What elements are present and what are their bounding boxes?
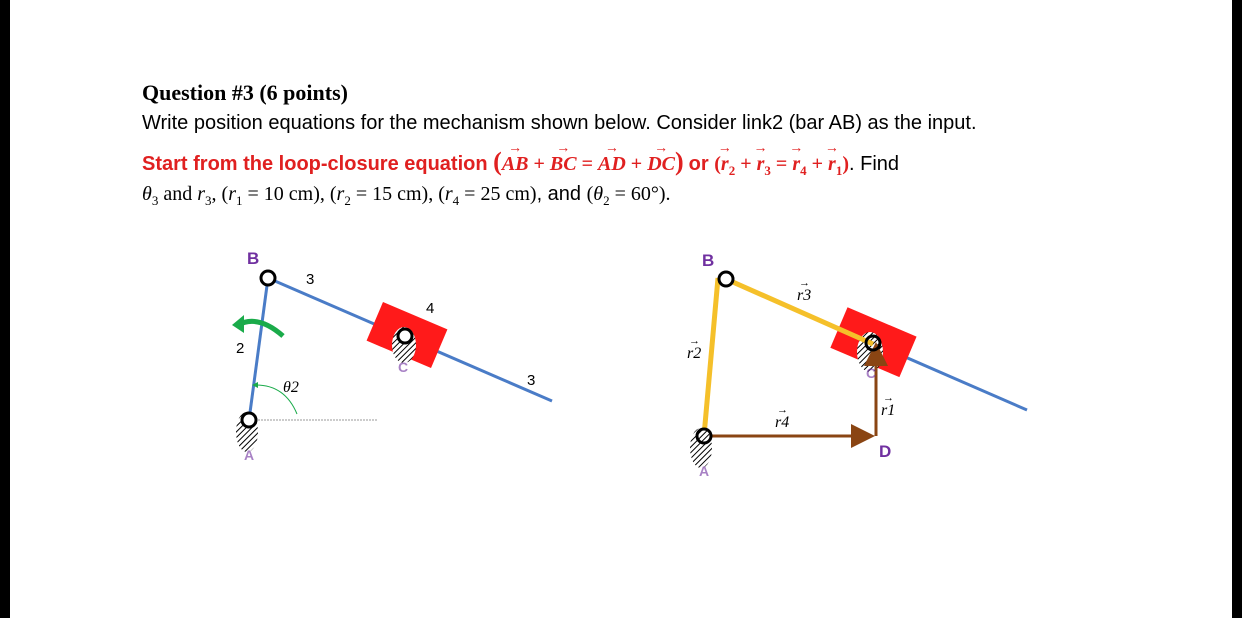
label-r1: r1 bbox=[881, 402, 896, 419]
theta2-value: 60° bbox=[630, 183, 659, 205]
label-link4: 4 bbox=[426, 300, 435, 317]
svg-text:→: → bbox=[799, 277, 810, 289]
label-c-right: C bbox=[866, 365, 877, 381]
label-r4-group bbox=[775, 404, 789, 431]
or-word: or bbox=[688, 153, 709, 175]
label-theta2: θ2 bbox=[283, 379, 299, 396]
pivot-b-left bbox=[261, 271, 275, 285]
r4-value: 25 cm bbox=[480, 183, 530, 205]
svg-text:→: → bbox=[777, 404, 788, 416]
label-b-left: B bbox=[247, 249, 260, 268]
label-d-right: D bbox=[879, 442, 892, 461]
label-a-right: A bbox=[699, 463, 710, 479]
label-b-right: B bbox=[702, 251, 715, 270]
label-link3-lower: 3 bbox=[527, 372, 536, 389]
svg-text:→: → bbox=[689, 335, 700, 347]
label-a-left: A bbox=[244, 447, 255, 463]
link2-line bbox=[249, 278, 268, 420]
r2-value: 15 cm bbox=[372, 183, 422, 205]
given-values-line: $\theta_3$ and $r_3$, ($r_1 = 10$ cm), ($r_2 = 15$ cm), ($r_4 = 25$ cm), and $(\theta_2 = 60^\circ)$. bbox=[142, 183, 671, 208]
left-mechanism bbox=[232, 249, 552, 463]
pivot-b-right bbox=[719, 272, 733, 286]
label-r4: r4 bbox=[775, 414, 790, 431]
label-r2-group bbox=[687, 335, 701, 362]
label-r3: r3 bbox=[797, 287, 812, 304]
label-link2: 2 bbox=[236, 340, 245, 357]
label-link3-upper: 3 bbox=[306, 271, 315, 288]
right-mechanism bbox=[687, 251, 1027, 479]
svg-text:→: → bbox=[883, 392, 894, 404]
question-instruction: Write position equations for the mechanism shown below. Consider link2 (bar AB) as the input. bbox=[142, 112, 977, 134]
vector-equation-2: (→ $r_2$ + → $r_3$ = → $r_4$ + → $r_1$) bbox=[714, 153, 849, 175]
ground-pivot-a-right bbox=[690, 428, 712, 468]
label-c-left: C bbox=[398, 359, 409, 375]
label-r3-group bbox=[797, 277, 811, 304]
vector-r2 bbox=[704, 278, 718, 436]
label-r2: r2 bbox=[687, 345, 702, 362]
find-word: . Find bbox=[848, 153, 900, 175]
ground-pivot-a-left bbox=[236, 412, 258, 452]
loop-closure-prefix: Start from the loop-closure equation bbox=[142, 153, 488, 175]
vector-equation-1: (→ AB + → BC = → AD + → DC) bbox=[493, 153, 689, 175]
and-word: and bbox=[163, 183, 193, 205]
r1-value: 10 cm bbox=[263, 183, 314, 205]
label-r1-group bbox=[881, 392, 895, 419]
question-title: Question #3 (6 points) bbox=[142, 80, 348, 105]
